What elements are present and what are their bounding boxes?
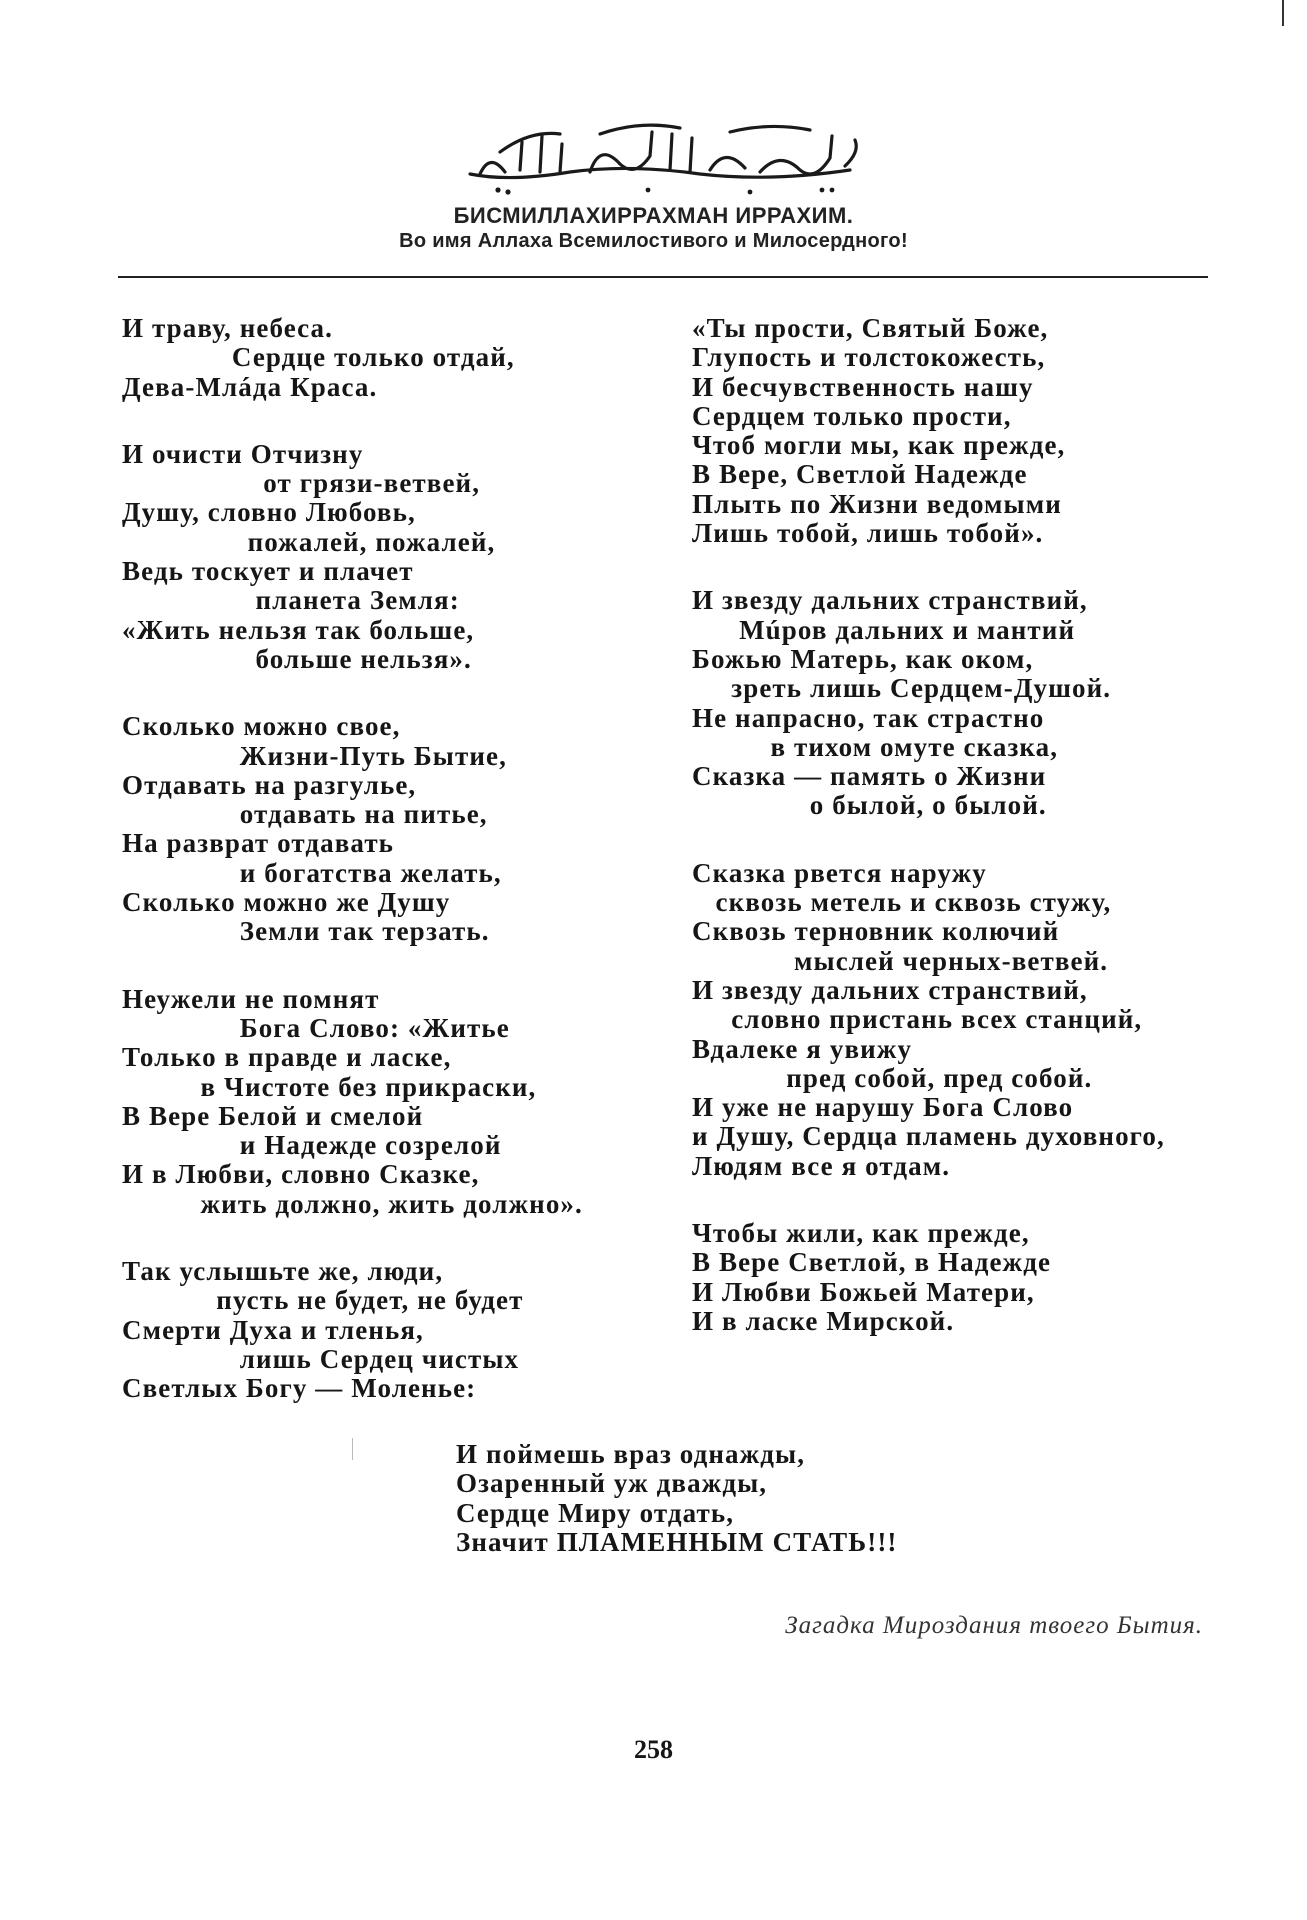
stanza bbox=[122, 1257, 642, 1403]
poem-line: И уже не нарушу Бога Слово bbox=[692, 1092, 1074, 1123]
poem-line: В Вере Белой и смелой bbox=[122, 1100, 424, 1131]
poem-line: пусть не будет, не будет bbox=[122, 1285, 524, 1316]
poem-line: отдавать на питье, bbox=[122, 799, 488, 830]
poem-line: мыслей черных-ветвей. bbox=[692, 945, 1109, 976]
final-stanza bbox=[456, 1440, 898, 1557]
stanza bbox=[692, 586, 1212, 820]
poem-line: Неужели не помнят bbox=[122, 983, 380, 1014]
poem-line: Людям все я отдам. bbox=[692, 1150, 951, 1181]
header-transliteration: БИСМИЛЛАХИРРАХМАН ИРРАХИМ. bbox=[453, 203, 854, 228]
scan-edge-mark bbox=[1282, 0, 1284, 26]
stanza bbox=[122, 985, 642, 1219]
poem-line: И поймешь враз однажды, bbox=[456, 1439, 806, 1469]
poem-line: Сердце только отдай, bbox=[122, 342, 515, 373]
poem-line: Смерти Духа и тленья, bbox=[122, 1314, 424, 1345]
stanza bbox=[122, 712, 642, 946]
header-translation: Во имя Аллаха Всемилостивого и Милосердного! bbox=[399, 230, 908, 252]
poem-line: Сквозь терновник колючий bbox=[692, 916, 1060, 947]
poem-line: и Надежде созрелой bbox=[122, 1130, 502, 1161]
poem-line: Только в правде и ласке, bbox=[122, 1042, 452, 1073]
poem-line: планета Земля: bbox=[122, 585, 460, 616]
poem-line: о былой, о былой. bbox=[692, 790, 1047, 821]
poem-line: жить должно, жить должно». bbox=[122, 1188, 583, 1219]
poem-line: Душу, словно Любовь, bbox=[122, 497, 416, 528]
poem-line: Отдавать на разгулье, bbox=[122, 769, 417, 800]
left-poem-column bbox=[122, 314, 642, 1442]
poem-line: зреть лишь Сердцем-Душой. bbox=[692, 673, 1112, 704]
poem-line: И звезду дальних странствий, bbox=[692, 974, 1088, 1005]
poem-line: Значит ПЛАМЕННЫМ СТАТЬ!!! bbox=[456, 1526, 898, 1557]
poem-line: сквозь метель и сквозь стужу, bbox=[692, 887, 1112, 918]
poem-line: И в ласке Мирской. bbox=[692, 1305, 955, 1336]
stanza bbox=[122, 314, 642, 402]
poem-line: Плыть по Жизни ведомыми bbox=[692, 488, 1062, 519]
poem-line: Сколько можно свое, bbox=[122, 711, 401, 742]
poem-line: Светлых Богу — Моленье: bbox=[122, 1373, 477, 1404]
poem-line: Так услышьте же, люди, bbox=[122, 1256, 444, 1287]
poem-line: в тихом омуте сказка, bbox=[692, 731, 1059, 762]
poem-line: В Вере Светлой, в Надежде bbox=[692, 1247, 1052, 1278]
poem-line: Сердце Миру отдать, bbox=[456, 1497, 735, 1528]
poem-line: Лишь тобой, лишь тобой». bbox=[692, 518, 1044, 549]
calligraphy-drawing bbox=[450, 112, 870, 202]
poem-line: И Любви Божьей Матери, bbox=[692, 1276, 1035, 1307]
poem-line: Мúров дальних и мантий bbox=[692, 614, 1076, 645]
stanza bbox=[692, 1219, 1212, 1336]
poem-line: Озаренный уж дважды, bbox=[456, 1468, 768, 1499]
poem-line: И очисти Отчизну bbox=[122, 438, 364, 469]
right-poem-column bbox=[692, 314, 1212, 1374]
poem-line: и Душу, Сердца пламень духовного, bbox=[692, 1121, 1165, 1152]
poem-line: На разврат отдавать bbox=[122, 828, 395, 859]
poem-line: «Жить нельзя так больше, bbox=[122, 614, 475, 645]
poem-line: пред собой, пред собой. bbox=[692, 1062, 1093, 1093]
page-number: 258 bbox=[634, 1735, 673, 1764]
poem-line: Сердцем только прости, bbox=[692, 400, 1012, 431]
poem-line: и богатства желать, bbox=[122, 857, 502, 888]
poem-line: Не напрасно, так страстно bbox=[692, 702, 1045, 733]
scan-speck bbox=[352, 1438, 353, 1460]
poem-line: И звезду дальних странствий, bbox=[692, 585, 1088, 616]
poem-line: В Вере, Светлой Надежде bbox=[692, 459, 1028, 490]
poem-line: Жизни-Путь Бытие, bbox=[122, 740, 507, 771]
poem-line: И бесчувственность нашу bbox=[692, 371, 1034, 402]
stanza bbox=[122, 440, 642, 674]
poem-line: И траву, небеса. bbox=[122, 313, 333, 343]
bismillah-calligraphy bbox=[450, 112, 870, 202]
poem-line: Ведь тоскует и плачет bbox=[122, 556, 414, 587]
poem-line: лишь Сердец чистых bbox=[122, 1343, 520, 1374]
poem-line: пожалей, пожалей, bbox=[122, 526, 496, 557]
poem-line: словно пристань всех станций, bbox=[692, 1004, 1143, 1035]
poem-line: Сказка рвется наружу bbox=[692, 857, 987, 888]
poem-line: Земли так терзать. bbox=[122, 916, 490, 947]
poem-line: от грязи-ветвей, bbox=[122, 468, 481, 499]
poem-line: Сказка — память о Жизни bbox=[692, 761, 1047, 792]
poem-line: Глупость и толстокожесть, bbox=[692, 342, 1046, 373]
poem-line: И в Любви, словно Сказке, bbox=[122, 1159, 480, 1190]
header-divider bbox=[118, 276, 1208, 278]
poem-line: Вдалеке я увижу bbox=[692, 1033, 913, 1064]
poem-line: в Чистоте без прикраски, bbox=[122, 1071, 537, 1102]
poem-line: Дева-Млáда Краса. bbox=[122, 371, 378, 402]
poem-line: Сколько можно же Душу bbox=[122, 887, 451, 918]
poem-line: «Ты прости, Святый Боже, bbox=[692, 313, 1049, 343]
stanza bbox=[692, 314, 1212, 548]
poem-line: Чтобы жили, как прежде, bbox=[692, 1218, 1030, 1249]
poem-line: больше нельзя». bbox=[122, 643, 472, 674]
poem-line: Божью Матерь, как оком, bbox=[692, 643, 1034, 674]
poem-line: Чтоб могли мы, как прежде, bbox=[692, 430, 1066, 461]
stanza bbox=[692, 859, 1212, 1181]
poem-line: Бога Слово: «Житье bbox=[122, 1012, 510, 1043]
signature-line: Загадка Мироздания твоего Бытия. bbox=[785, 1612, 1203, 1639]
